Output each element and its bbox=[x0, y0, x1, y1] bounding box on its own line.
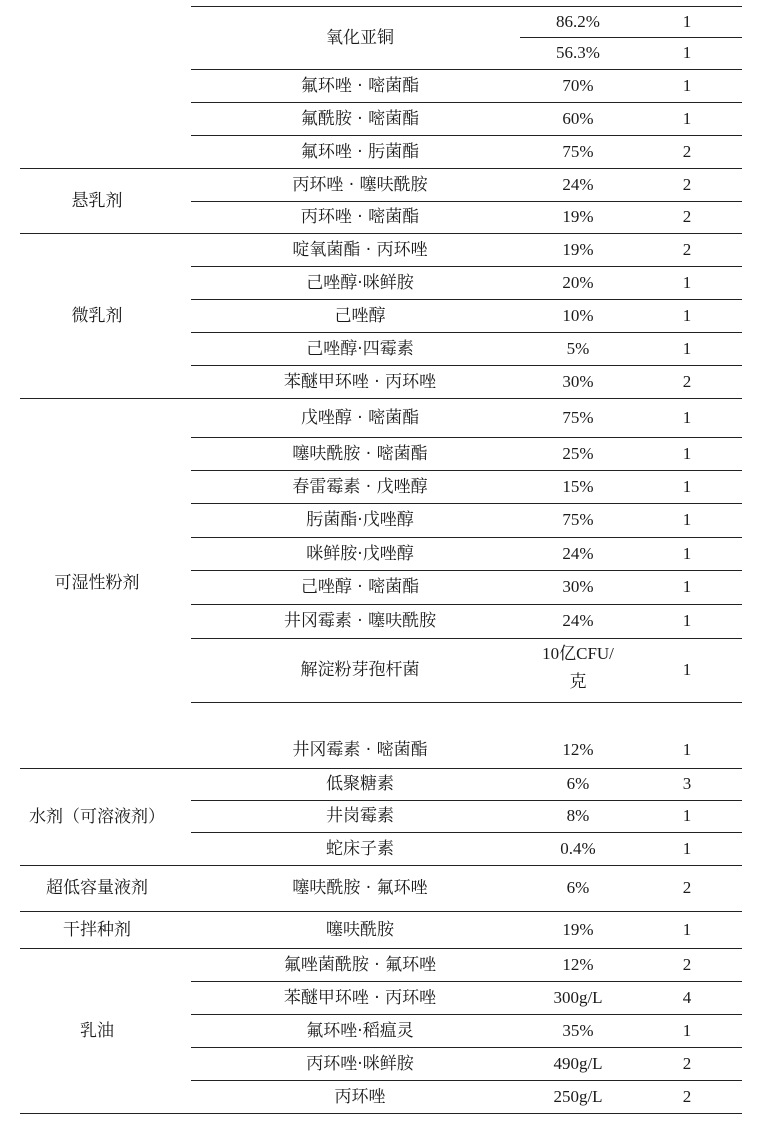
row-divider bbox=[191, 470, 742, 471]
group-divider bbox=[20, 168, 742, 169]
product-count: 2 bbox=[682, 141, 692, 161]
content-value: 86.2% bbox=[556, 11, 600, 31]
product-count: 1 bbox=[682, 43, 692, 62]
sub-row-divider bbox=[520, 37, 742, 38]
content-value: 60% bbox=[562, 108, 594, 128]
ingredient-name: 己唑醇 bbox=[334, 305, 386, 326]
row-divider bbox=[191, 832, 742, 833]
ingredient-name: 春雷霉素 · 戊唑醇 bbox=[292, 476, 428, 497]
product-count: 2 bbox=[682, 1053, 692, 1073]
product-count: 1 bbox=[682, 443, 692, 463]
content-value: 25% bbox=[562, 443, 594, 463]
product-count: 1 bbox=[682, 305, 692, 325]
content-value: 5% bbox=[566, 338, 590, 358]
ingredient-name: 啶氧菌酯 · 丙环唑 bbox=[292, 239, 428, 260]
content-value: 24% bbox=[562, 543, 594, 563]
product-count: 1 bbox=[682, 272, 692, 292]
content-value: 75% bbox=[562, 407, 594, 427]
ingredient-name: 咪鲜胺·戊唑醇 bbox=[306, 543, 414, 564]
content-value: 30% bbox=[562, 577, 594, 596]
row-divider bbox=[191, 201, 742, 202]
content-value: 19% bbox=[562, 239, 594, 259]
formulation-category: 干拌种剂 bbox=[63, 919, 131, 940]
row-divider bbox=[191, 800, 742, 801]
content-value: 0.4% bbox=[560, 838, 596, 858]
product-count: 1 bbox=[682, 338, 692, 358]
row-divider bbox=[191, 299, 742, 300]
group-divider bbox=[20, 865, 742, 866]
group-divider bbox=[20, 948, 742, 949]
content-value: 15% bbox=[562, 476, 594, 496]
product-count: 1 bbox=[682, 108, 692, 128]
row-divider bbox=[191, 102, 742, 103]
product-count: 2 bbox=[682, 207, 692, 226]
content-value: 300g/L bbox=[553, 987, 603, 1007]
row-divider bbox=[191, 266, 742, 267]
content-value: 75% bbox=[562, 510, 594, 529]
product-count: 1 bbox=[682, 510, 692, 529]
product-count: 2 bbox=[682, 239, 692, 259]
row-divider bbox=[191, 1047, 742, 1048]
ingredient-name: 戊唑醇 · 嘧菌酯 bbox=[300, 407, 420, 428]
product-count: 1 bbox=[682, 1020, 692, 1040]
ingredient-name: 苯醚甲环唑 · 丙环唑 bbox=[283, 371, 437, 392]
product-count: 2 bbox=[682, 371, 692, 391]
product-count: 1 bbox=[682, 75, 692, 95]
group-divider bbox=[20, 911, 742, 912]
content-value: 20% bbox=[562, 272, 594, 292]
formulation-category: 乳油 bbox=[80, 1020, 114, 1041]
content-value: 75% bbox=[562, 141, 594, 161]
content-value: 10% bbox=[562, 305, 594, 325]
ingredient-name: 丙环唑 · 嘧菌酯 bbox=[300, 207, 420, 227]
ingredient-name: 氟酰胺 · 嘧菌酯 bbox=[300, 108, 420, 129]
ingredient-name: 氟唑菌酰胺 · 氟环唑 bbox=[283, 954, 437, 975]
formulation-category: 微乳剂 bbox=[71, 305, 123, 326]
ingredient-name: 氧化亚铜 bbox=[326, 27, 394, 48]
row-divider bbox=[191, 1014, 742, 1015]
formulation-category: 超低容量液剂 bbox=[46, 878, 148, 898]
ingredient-name: 井冈霉素 · 嘧菌酯 bbox=[292, 740, 428, 760]
product-count: 3 bbox=[682, 774, 692, 793]
content-value: 70% bbox=[562, 75, 594, 95]
product-count: 1 bbox=[682, 806, 692, 825]
content-value: 24% bbox=[562, 174, 594, 194]
content-value: 35% bbox=[562, 1020, 594, 1040]
content-value: 490g/L bbox=[553, 1053, 603, 1073]
content-value: 19% bbox=[562, 919, 594, 939]
ingredient-name: 氟环唑·稻瘟灵 bbox=[306, 1020, 414, 1041]
ingredient-name: 己唑醇·四霉素 bbox=[306, 338, 414, 359]
group-divider bbox=[20, 768, 742, 769]
row-divider bbox=[191, 638, 742, 639]
formulation-category: 悬乳剂 bbox=[71, 190, 123, 211]
product-count: 1 bbox=[682, 11, 692, 31]
product-count: 1 bbox=[682, 407, 692, 427]
product-count: 2 bbox=[682, 954, 692, 974]
product-count: 1 bbox=[682, 611, 692, 630]
row-divider bbox=[191, 69, 742, 70]
content-value: 6% bbox=[566, 878, 590, 897]
content-value: 19% bbox=[562, 207, 594, 226]
ingredient-name: 解淀粉芽孢杆菌 bbox=[300, 660, 420, 680]
product-count: 1 bbox=[682, 476, 692, 496]
row-divider bbox=[191, 702, 742, 703]
formulation-category: 可湿性粉剂 bbox=[54, 573, 140, 593]
ingredient-name: 丙环唑 bbox=[334, 1086, 386, 1107]
product-count: 2 bbox=[682, 1086, 692, 1106]
row-divider bbox=[191, 135, 742, 136]
row-divider bbox=[191, 332, 742, 333]
ingredient-name: 丙环唑 · 噻呋酰胺 bbox=[292, 174, 428, 195]
product-count: 1 bbox=[682, 838, 692, 858]
group-divider bbox=[20, 1113, 742, 1114]
product-count: 4 bbox=[682, 987, 692, 1007]
ingredient-name: 己唑醇 · 嘧菌酯 bbox=[300, 577, 420, 597]
product-count: 1 bbox=[682, 919, 692, 939]
ingredient-name: 蛇床子素 bbox=[326, 838, 394, 859]
product-count: 1 bbox=[682, 577, 692, 596]
product-count: 1 bbox=[682, 543, 692, 563]
ingredient-name: 氟环唑 · 肟菌酯 bbox=[300, 141, 420, 162]
ingredient-name: 丙环唑·咪鲜胺 bbox=[306, 1053, 414, 1074]
ingredient-name: 噻呋酰胺 · 嘧菌酯 bbox=[292, 443, 428, 464]
row-divider bbox=[191, 437, 742, 438]
content-value: 12% bbox=[562, 740, 594, 759]
row-divider bbox=[191, 570, 742, 571]
ingredient-name: 己唑醇·咪鲜胺 bbox=[306, 272, 414, 293]
content-value: 30% bbox=[562, 371, 594, 391]
ingredient-name: 低聚糖素 bbox=[326, 774, 394, 794]
content-value: 8% bbox=[566, 806, 590, 825]
row-divider bbox=[191, 981, 742, 982]
product-count: 2 bbox=[682, 174, 692, 194]
ingredient-name: 井岗霉素 bbox=[326, 806, 394, 826]
row-divider bbox=[191, 365, 742, 366]
product-count: 2 bbox=[682, 878, 692, 897]
row-divider bbox=[191, 503, 742, 504]
content-value: 6% bbox=[566, 774, 590, 793]
ingredient-name: 氟环唑 · 嘧菌酯 bbox=[300, 75, 420, 96]
group-divider bbox=[20, 233, 742, 234]
row-divider bbox=[191, 537, 742, 538]
content-value: 10亿CFU/ 克 bbox=[542, 644, 614, 691]
ingredient-name: 噻呋酰胺 · 氟环唑 bbox=[292, 878, 428, 898]
group-divider bbox=[20, 398, 742, 399]
ingredient-name: 肟菌酯·戊唑醇 bbox=[306, 510, 414, 530]
content-value: 56.3% bbox=[556, 43, 600, 62]
ingredient-name: 井冈霉素 · 噻呋酰胺 bbox=[283, 611, 437, 631]
row-divider bbox=[191, 604, 742, 605]
ingredient-name: 噻呋酰胺 bbox=[326, 919, 394, 940]
product-count: 1 bbox=[682, 660, 692, 679]
ingredient-name: 苯醚甲环唑 · 丙环唑 bbox=[283, 987, 437, 1008]
row-divider bbox=[191, 1080, 742, 1081]
table-top-border bbox=[191, 6, 742, 7]
product-count: 1 bbox=[682, 740, 692, 759]
formulation-category: 水剂（可溶液剂） bbox=[29, 806, 165, 827]
content-value: 24% bbox=[562, 611, 594, 630]
content-value: 12% bbox=[562, 954, 594, 974]
content-value: 250g/L bbox=[553, 1086, 603, 1106]
